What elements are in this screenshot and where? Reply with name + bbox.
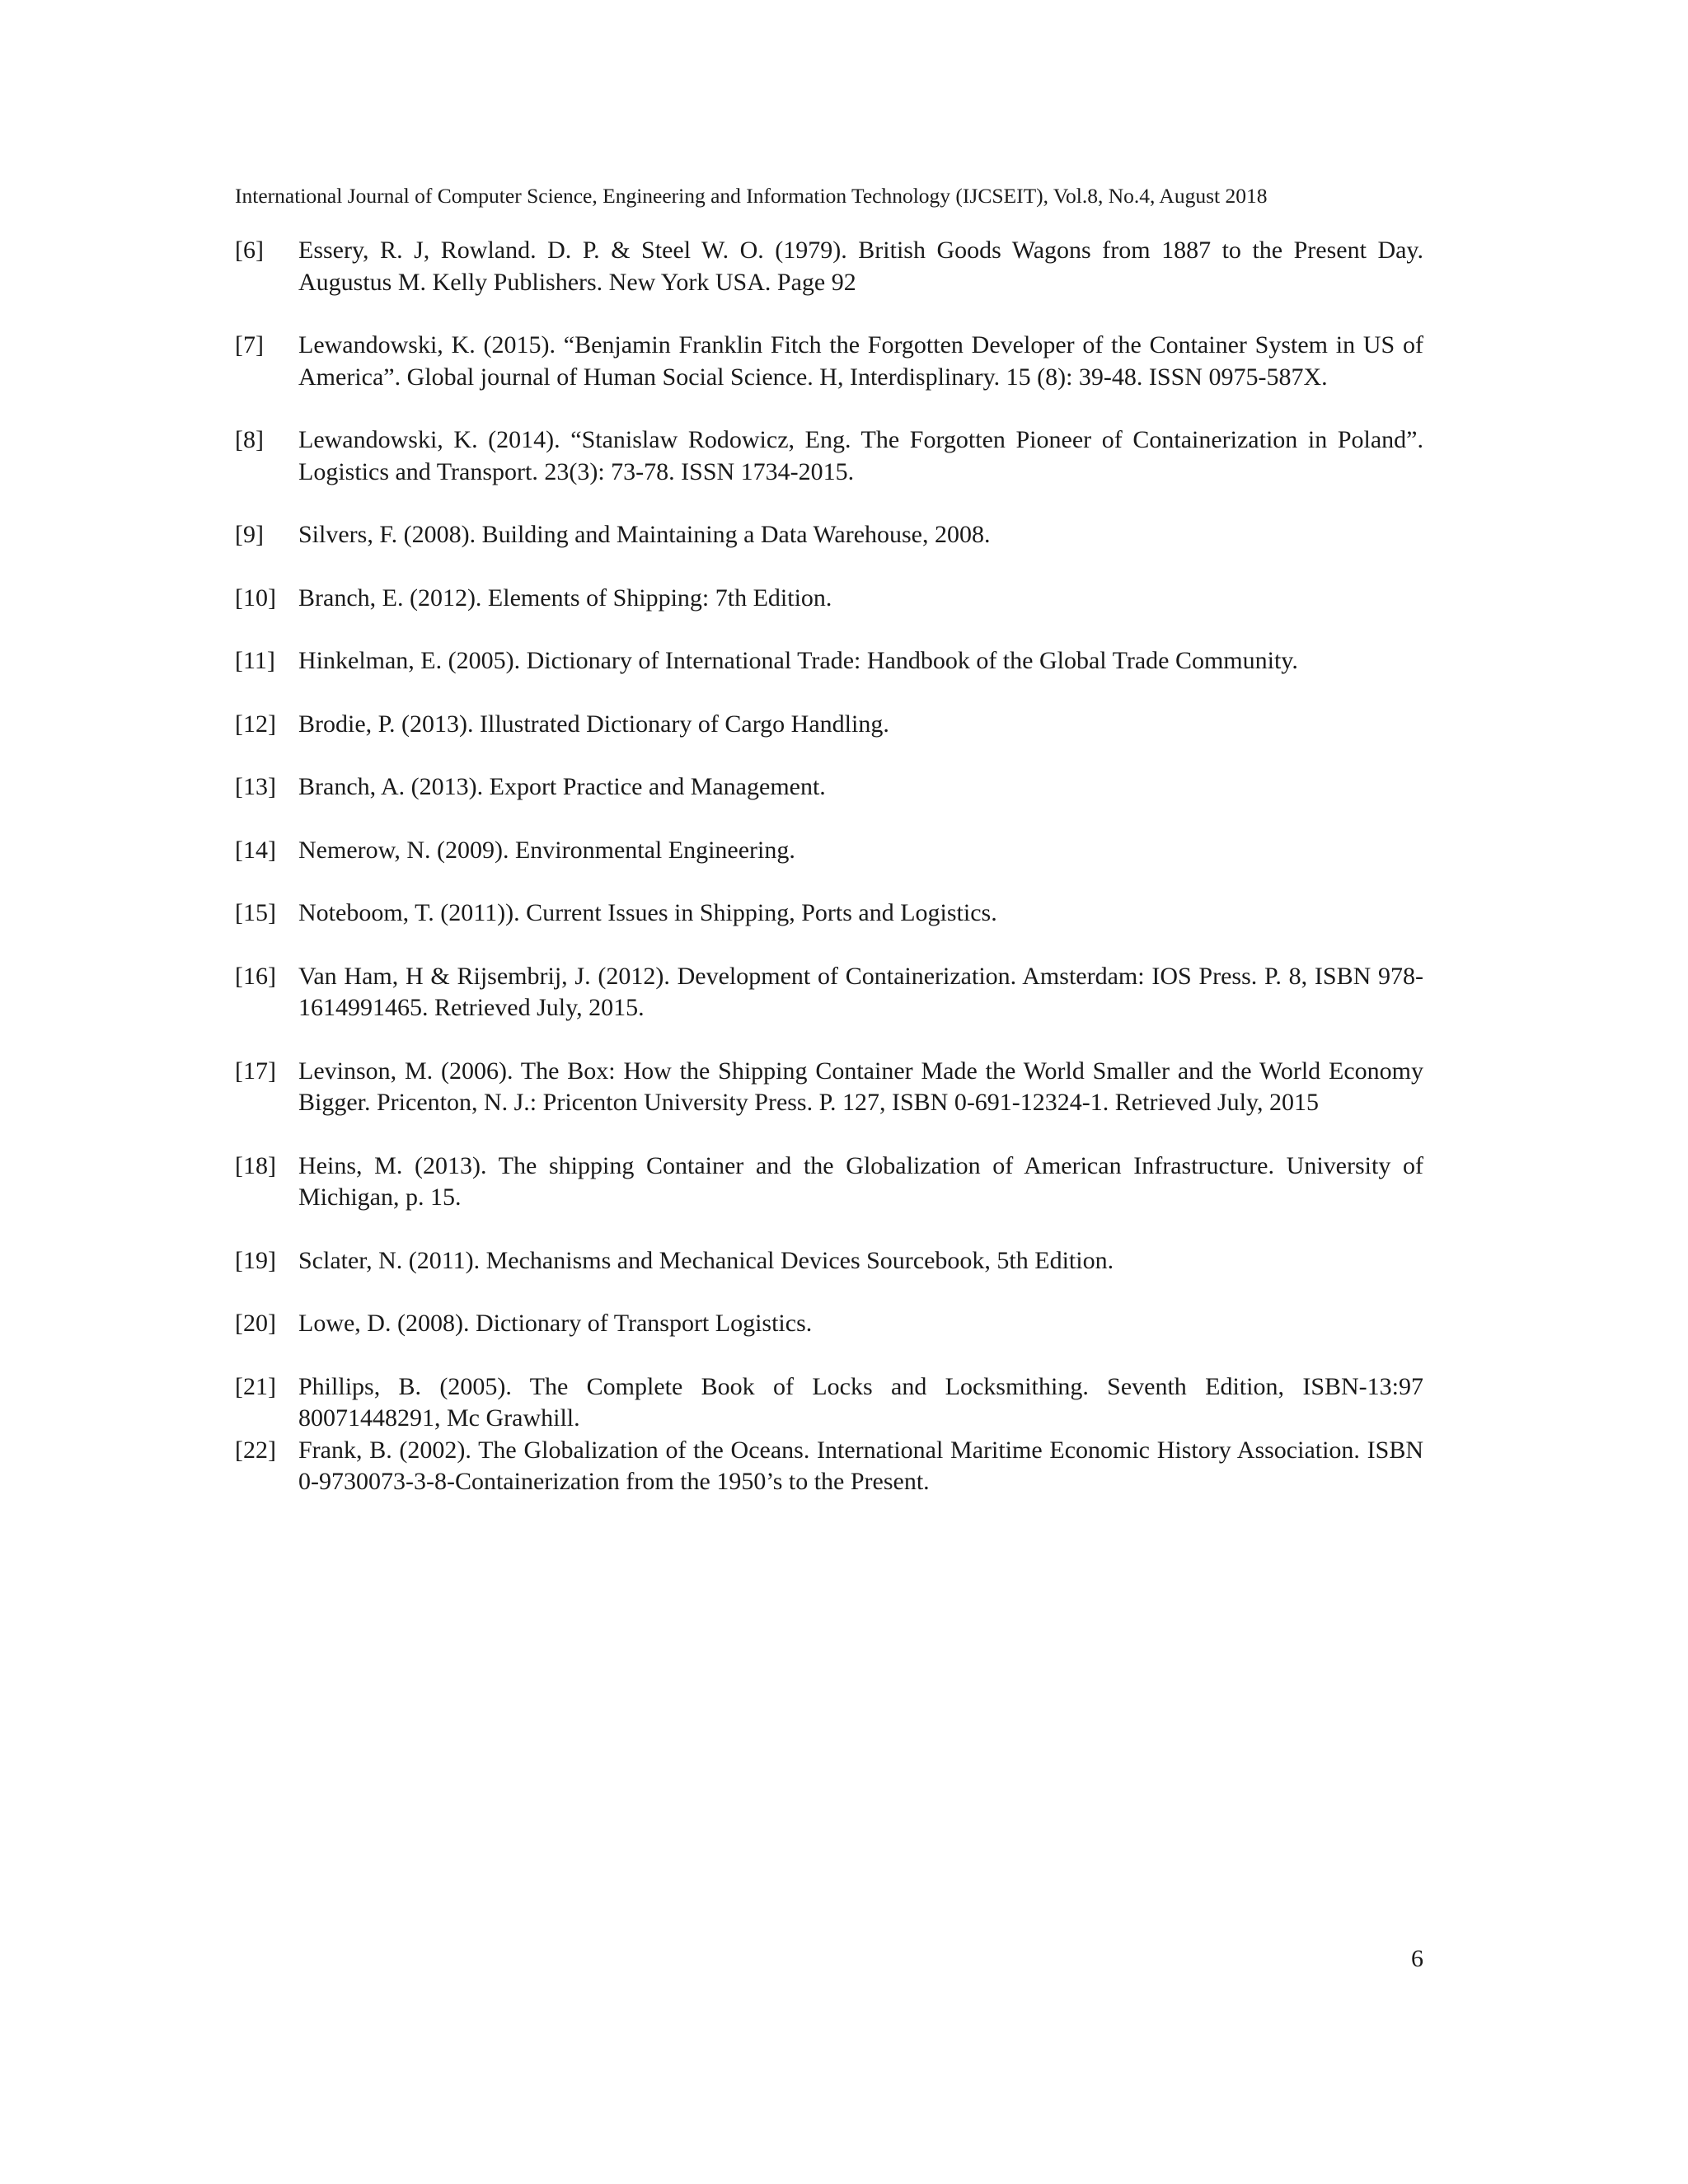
reference-text: Silvers, F. (2008). Building and Maintaining a Data Warehouse, 2008. [298, 521, 991, 548]
reference-text: Branch, A. (2013). Export Practice and Management. [298, 773, 826, 800]
reference-number: [14] [235, 836, 276, 864]
reference-number: [20] [235, 1310, 276, 1337]
reference-text: Lewandowski, K. (2014). “Stanislaw Rodowicz, Eng. The Forgotten Pioneer of Containerization in Poland”. Logistics and Transport. 23(3): 73-78. ISSN 1734-2015. [298, 426, 1423, 485]
reference-text: Van Ham, H & Rijsembrij, J. (2012). Development of Containerization. Amsterdam: IOS Press. P. 8, ISBN 978-1614991465. Retrieved July, 2015. [298, 962, 1423, 1021]
reference-text: Frank, B. (2002). The Globalization of the Oceans. International Maritime Economic History Association. ISBN 0-9730073-3-8-Containerization from the 1950’s to the Present. [298, 1436, 1423, 1495]
reference-item [235, 583, 1423, 615]
reference-item [235, 1371, 1423, 1435]
reference-number: [7] [235, 331, 264, 359]
reference-item [235, 1245, 1423, 1277]
reference-item [235, 961, 1423, 1024]
reference-number: [10] [235, 583, 276, 612]
reference-text: Hinkelman, E. (2005). Dictionary of International Trade: Handbook of the Global Trade Community. [298, 647, 1298, 674]
reference-number: [11] [235, 647, 275, 674]
reference-number: [13] [235, 773, 276, 800]
reference-item [235, 424, 1423, 488]
reference-number: [18] [235, 1151, 276, 1179]
reference-item [235, 330, 1423, 393]
reference-item [235, 709, 1423, 741]
reference-list [235, 235, 1423, 1530]
reference-number: [6] [235, 237, 264, 264]
reference-number: [12] [235, 710, 276, 738]
reference-number: [19] [235, 1246, 276, 1274]
reference-number: [8] [235, 426, 264, 453]
reference-text: Lowe, D. (2008). Dictionary of Transport Logistics. [298, 1310, 813, 1337]
running-header: International Journal of Computer Science, Engineering and Information Technology (IJCSEIT), Vol.8, No.4, August 2018 [235, 184, 1268, 208]
reference-text: Sclater, N. (2011). Mechanisms and Mechanical Devices Sourcebook, 5th Edition. [298, 1246, 1114, 1274]
reference-item [235, 835, 1423, 867]
reference-item [235, 898, 1423, 930]
reference-text: Lewandowski, K. (2015). “Benjamin Franklin Fitch the Forgotten Developer of the Container System in US of America”. Global journal of Human Social Science. H, Interdisplinary. 15 (8): 39-48. ISSN 0975-587X. [298, 331, 1423, 391]
reference-item [235, 235, 1423, 298]
reference-number: [16] [235, 962, 276, 990]
reference-number: [9] [235, 521, 264, 548]
reference-text: Phillips, B. (2005). The Complete Book of Locks and Locksmithing. Seventh Edition, ISBN-13:97 80071448291, Mc Grawhill. [298, 1372, 1423, 1432]
reference-item [235, 645, 1423, 677]
reference-text: Brodie, P. (2013). Illustrated Dictionary of Cargo Handling. [298, 710, 889, 738]
reference-text: Heins, M. (2013). The shipping Container and the Globalization of American Infrastructure. University of Michigan, p. 15. [298, 1151, 1423, 1211]
reference-number: [21] [235, 1372, 276, 1400]
reference-number: [17] [235, 1057, 276, 1085]
reference-text: Essery, R. J, Rowland. D. P. & Steel W. O. (1979). British Goods Wagons from 1887 to the Present Day. Augustus M. Kelly Publishers. New York USA. Page 92 [298, 237, 1423, 296]
reference-text: Noteboom, T. (2011)). Current Issues in Shipping, Ports and Logistics. [298, 899, 997, 926]
reference-item [235, 1435, 1423, 1498]
reference-text: Levinson, M. (2006). The Box: How the Shipping Container Made the World Smaller and the World Economy Bigger. Pricenton, N. J.: Pricenton University Press. P. 127, ISBN 0-691-12324-1. Retrieved July, 2015 [298, 1057, 1423, 1116]
reference-number: [22] [235, 1436, 276, 1464]
reference-number: [15] [235, 899, 276, 926]
reference-item [235, 1056, 1423, 1119]
reference-item [235, 771, 1423, 804]
reference-text: Branch, E. (2012). Elements of Shipping: 7th Edition. [298, 583, 832, 612]
reference-item [235, 1151, 1423, 1214]
page-number: 6 [1411, 1945, 1423, 1972]
reference-item [235, 519, 1423, 551]
reference-text: Nemerow, N. (2009). Environmental Engineering. [298, 836, 795, 864]
reference-item [235, 1308, 1423, 1340]
